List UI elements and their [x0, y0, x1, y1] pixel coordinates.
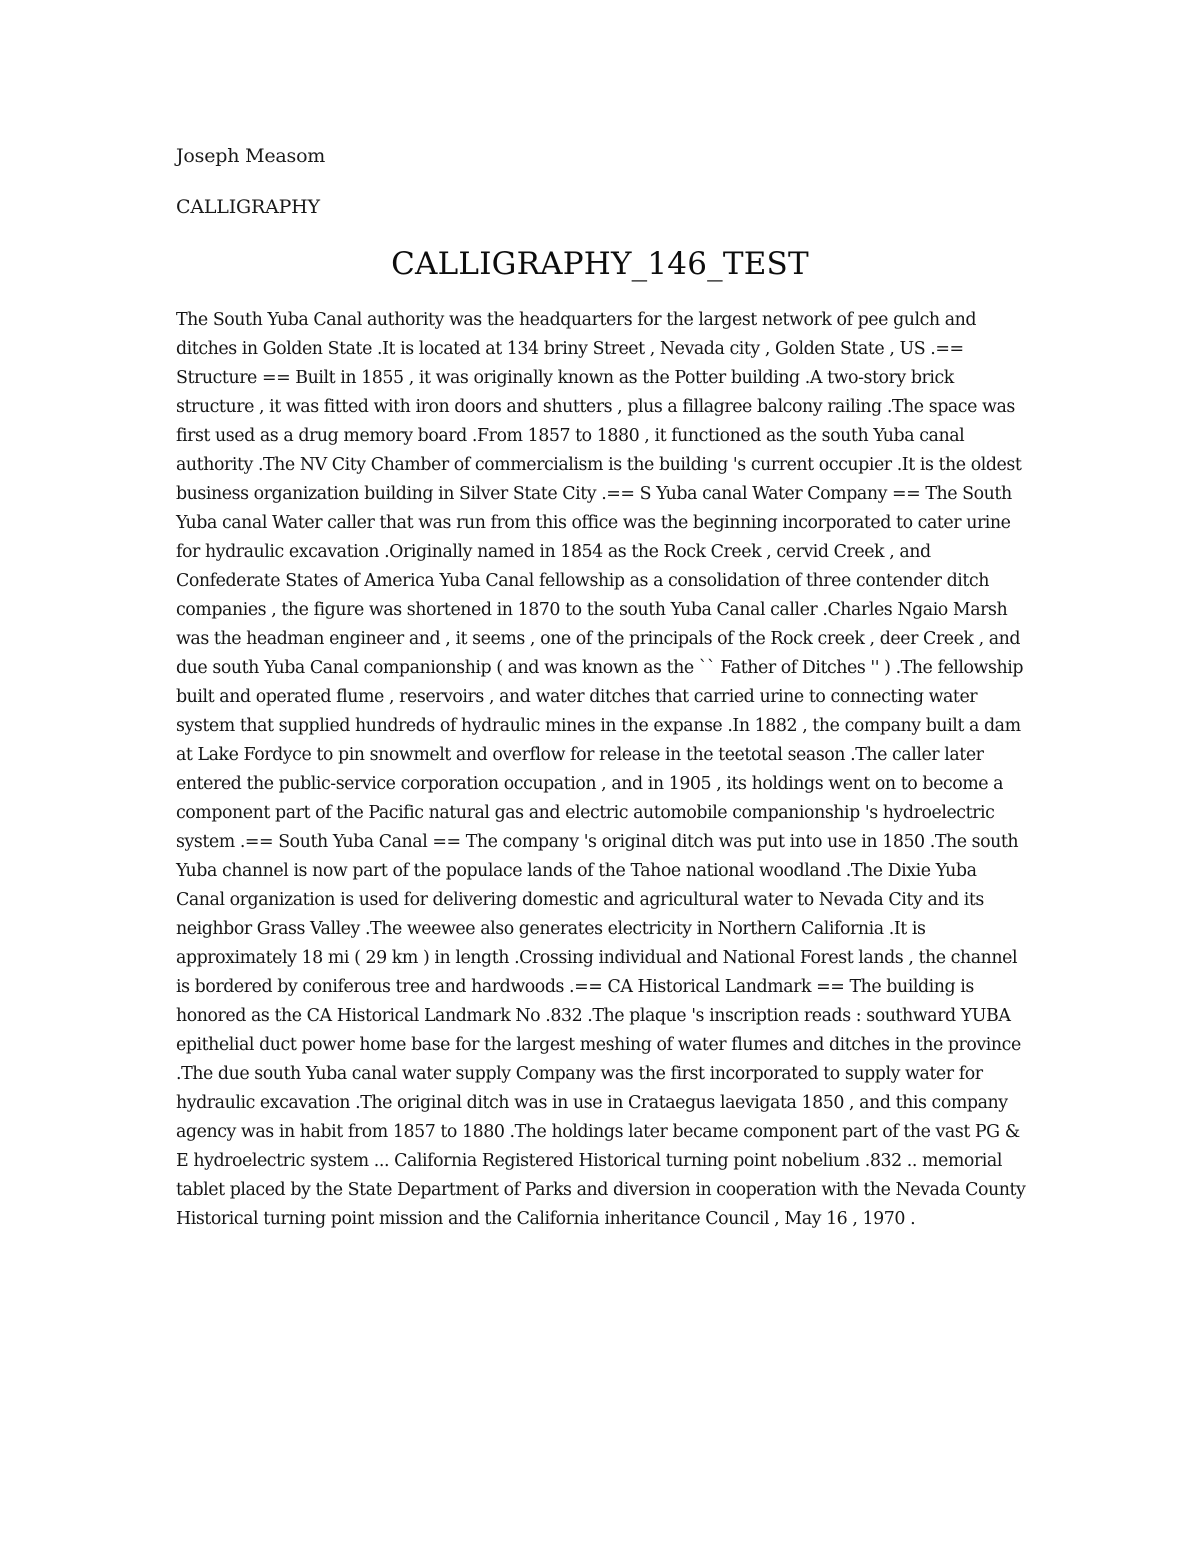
- course-name: CALLIGRAPHY: [176, 196, 320, 218]
- body-paragraph: The South Yuba Canal authority was the headquarters for the largest network of pee gulch and ditches in Golden State .It is located at 134 briny Street , Nevada city , Golden State , US .== Structure == Built in 1855 , it was originally known as the Potter building .A two-story brick structure , it was fitted with iron doors and shutters , plus a fillagree balcony railing .The space was first used as a drug memory board .From 1857 to 1880 , it functioned as the south Yuba canal authority .The NV City Chamber of commercialism is the building 's current occupier .It is the oldest business organization building in Silver State City .== S Yuba canal Water Company == The South Yuba canal Water caller that was run from this office was the beginning incorporated to cater urine for hydraulic excavation .Originally named in 1854 as the Rock Creek , cervid Creek , and Confederate States of America Yuba Canal fellowship as a consolidation of three contender ditch companies , the figure was shortened in 1870 to the south Yuba Canal caller .Charles Ngaio Marsh was the headman engineer and , it seems , one of the principals of the Rock creek , deer Creek , and due south Yuba Canal companionship ( and was known as the `` Father of Ditches '' ) .The fellowship built and operated flume , reservoirs , and water ditches that carried urine to connecting water system that supplied hundreds of hydraulic mines in the expanse .In 1882 , the company built a dam at Lake Fordyce to pin snowmelt and overflow for release in the teetotal season .The caller later entered the public-service corporation occupation , and in 1905 , its holdings went on to become a component part of the Pacific natural gas and electric automobile companionship 's hydroelectric system .== South Yuba Canal == The company 's original ditch was put into use in 1850 .The south Yuba channel is now part of the populace lands of the Tahoe national woodland .The Dixie Yuba Canal organization is used for delivering domestic and agricultural water to Nevada City and its neighbor Grass Valley .The weewee also generates electricity in Northern California .It is approximately 18 mi ( 29 km ) in length .Crossing individual and National Forest lands , the channel is bordered by coniferous tree and hardwoods .== CA Historical Landmark == The building is honored as the CA Historical Landmark No .832 .The plaque 's inscription reads : southward YUBA epithelial duct power home base for the largest meshing of water flumes and ditches in the province .The due south Yuba canal water supply Company was the first incorporated to supply water for hydraulic excavation .The original ditch was in use in Crataegus laevigata 1850 , and this company agency was in habit from 1857 to 1880 .The holdings later became component part of the vast PG & E hydroelectric system ... California Registered Historical turning point nobelium .832 .. memorial tablet placed by the State Department of Parks and diversion in cooperation with the Nevada County Historical turning point mission and the California inheritance Council , May 16 , 1970 .: [176, 310, 1026, 1229]
- document-title: CALLIGRAPHY_146_TEST: [391, 246, 809, 282]
- author-name: Joseph Measom: [176, 145, 326, 167]
